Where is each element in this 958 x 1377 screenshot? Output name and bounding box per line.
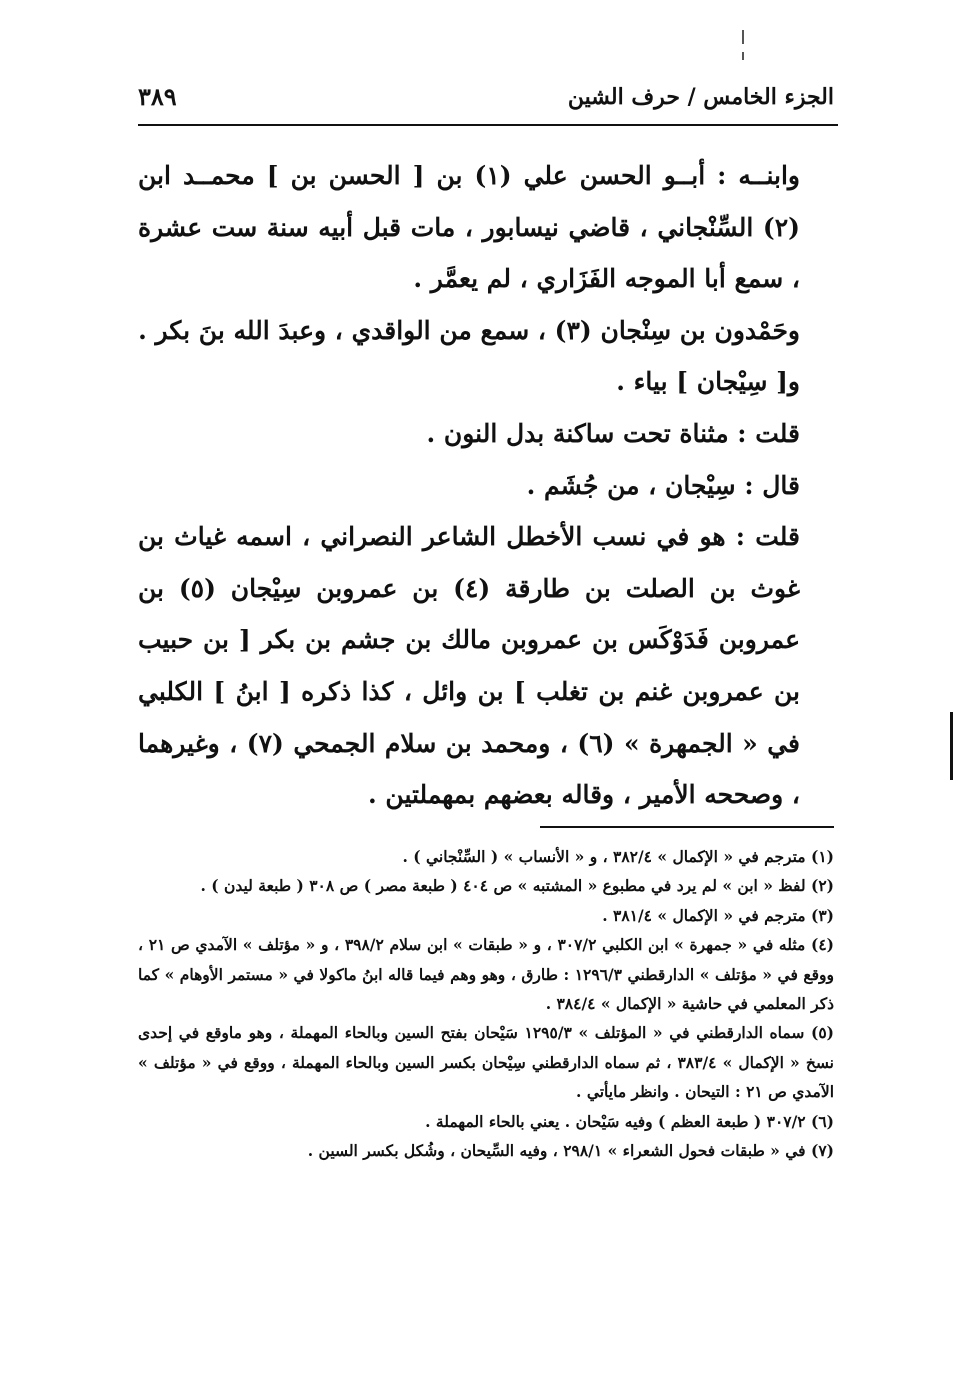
footnote-3: (٣) مترجم في « الإكمال » ٣٨١/٤ . — [602, 905, 834, 925]
footnote-4: (٤) مثله في « جمهرة » ابن الكلبي ٣٠٧/٢ ، و « طبقات » ابن سلام ٣٩٨/٢ ، و « مؤتلف » الآمدي ص ٢١ ، ووقع في « مؤتلف » الدارقطني ١٢٩٦/٣ : طارق ، وهو وهم فيما قاله ابنُ ماكولا في « مستمر الأوهام » كما ذكر المعلمي في حاشية « الإكمال » ٣٨٤/٤ . — [138, 935, 835, 1014]
paragraph-3: و[ سِيْجان ] بياء . — [616, 367, 800, 397]
scan-speck — [742, 30, 744, 44]
scan-speck — [742, 52, 744, 60]
paragraph-6: قلت : هو في نسب الأخطل الشاعر النصراني ، اسمه غياث بن غوث بن الصلت بن طارقة (٤) بن عمروبن سِيْجان (٥) بن عمروبن فَدَوْكَس بن عمروبن مالك بن جشم بن بكر [ بن حبيب بن عمروبن غنم بن تغلب ] بن وائل ، كذا ذكره [ ابنُ ] الكلبي في « الجمهرة » (٦) ، ومحمد بن سلام الجمحي (٧) ، وغيرهما ، وصححه الأمير ، وقاله بعضهم بمهملتين . — [138, 522, 800, 810]
footnote-7: (٧) في « طبقات فحول الشعراء » ٢٩٨/١ ، وفيه السِّيحان ، وشُكل بكسر السين . — [307, 1141, 834, 1161]
header-rule — [138, 124, 838, 126]
running-title: الجزء الخامس / حرف الشين — [567, 84, 834, 110]
footnotes — [138, 842, 834, 1165]
footnote-separator — [540, 826, 834, 828]
paragraph-4: قلت : مثناة تحت ساكنة بدل النون . — [426, 418, 800, 448]
footnote-2: (٢) لفظ « ابن » لم يرد في مطبوع « المشتبه » ص ٤٠٤ ( طبعة مصر ) ص ٣٠٨ ( طبعة ليدن ) . — [200, 876, 834, 896]
paragraph-2: وحَمْدون بن سِنْجان (٣) ، سمع من الواقدي ، وعبدَ الله بنَ بكر . — [138, 315, 800, 345]
scan-margin-mark — [950, 712, 953, 780]
page-number: ٣٨٩ — [138, 82, 177, 111]
paragraph-5: قال : سِيْجان ، من جُشَم . — [526, 470, 800, 500]
paragraph-1: وابنــه : أبــو الحسن علي (١) بن [ الحسن بن ] محمــد ابن (٢) السِّنْجاني ، قاضي نيسابور ، مات قبل أبيه سنة ست عشرة ، سمع أبا الموجه الفَزَاري ، لم يعمَّر . — [138, 161, 800, 294]
footnote-6: (٦) ٣٠٧/٢ ( طبعة العظم ) وفيه سَيْحان . يعني بالحاء المهملة . — [425, 1111, 834, 1131]
footnote-5: (٥) سماه الدارقطني في « المؤتلف » ١٢٩٥/٣ سَيْحان بفتح السين وبالحاء المهملة ، وهو ماوقع في إحدى نسخ « الإكمال » ٣٨٣/٤ ، ثم سماه الدارقطني سِيْحان بكسر السين وبالحاء المهملة ، ووقع في « مؤتلف » الآمدي ص ٢١ : التيحان . وانظر مايأتي . — [138, 1023, 835, 1102]
footnote-1: (١) مترجم في « الإكمال » ٣٨٢/٤ ، و « الأنساب » ( السِّنْجاني ) . — [402, 847, 834, 866]
running-head — [138, 78, 834, 118]
main-text — [138, 150, 834, 821]
